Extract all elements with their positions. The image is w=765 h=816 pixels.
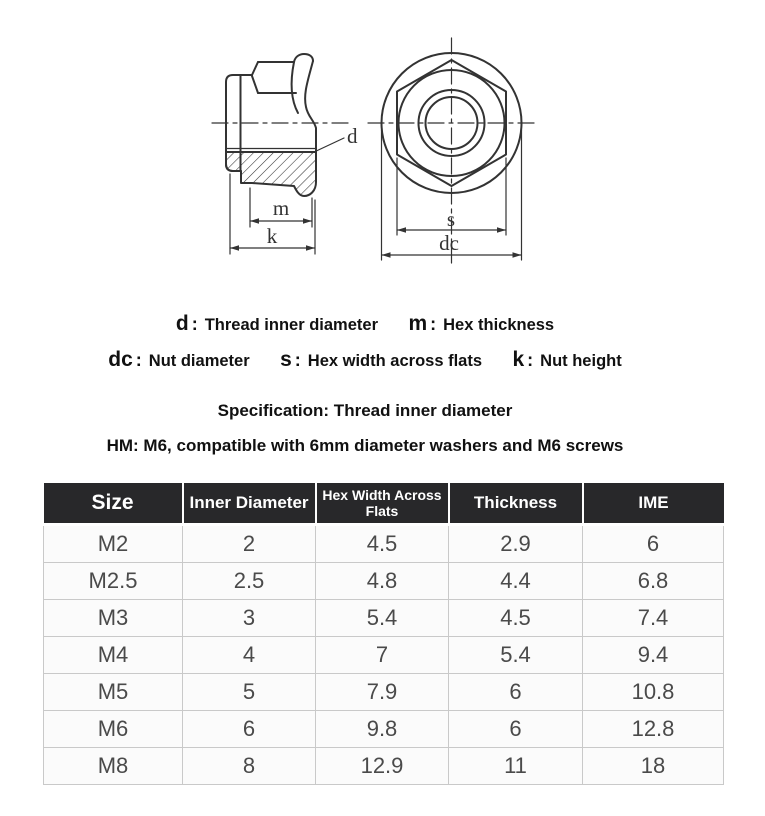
legend-symbol-m: m	[408, 312, 428, 335]
legend-symbol-d: d	[175, 312, 189, 335]
size-table-body	[44, 525, 724, 785]
cell-hex-width: 12.9	[316, 748, 449, 785]
table-row	[44, 637, 724, 674]
col-header-inner-diameter: Inner Diameter	[183, 483, 316, 525]
table-row	[44, 711, 724, 748]
legend-desc-k: Nut height	[540, 352, 622, 370]
cell-ime: 10.8	[583, 674, 724, 711]
cell-ime: 9.4	[583, 637, 724, 674]
table-row	[44, 525, 724, 563]
legend-item-k	[512, 348, 622, 371]
legend-separator: :	[527, 350, 534, 370]
technical-drawing	[0, 0, 765, 300]
dim-label-d: d	[347, 124, 358, 148]
table-row	[44, 563, 724, 600]
cell-hex-width: 9.8	[316, 711, 449, 748]
cell-thickness: 11	[449, 748, 583, 785]
legend-desc-s: Hex width across flats	[307, 352, 483, 370]
cell-inner-diameter: 6	[183, 711, 316, 748]
specification-line: Specification: Thread inner diameter	[217, 401, 513, 420]
col-header-hex-width: Hex Width Across Flats	[316, 483, 449, 525]
cell-size: M4	[44, 637, 183, 674]
cell-hex-width: 7.9	[316, 674, 449, 711]
dim-label-dc: dc	[439, 231, 459, 255]
cell-thickness: 4.4	[449, 563, 583, 600]
hex-face-corner	[252, 76, 258, 93]
legend-separator: :	[430, 314, 437, 334]
cell-hex-width: 4.8	[316, 563, 449, 600]
cell-inner-diameter: 2	[183, 525, 316, 563]
cell-inner-diameter: 8	[183, 748, 316, 785]
legend-item-m	[408, 312, 555, 335]
col-header-ime: IME	[583, 483, 724, 525]
legend-separator: :	[135, 350, 142, 370]
col-header-size: Size	[44, 483, 183, 525]
cell-size: M8	[44, 748, 183, 785]
legend-item-d	[175, 312, 378, 335]
dim-label-m: m	[272, 196, 290, 220]
cell-inner-diameter: 3	[183, 600, 316, 637]
size-table-container	[43, 483, 723, 785]
side-view	[212, 54, 348, 254]
cell-size: M2.5	[44, 563, 183, 600]
legend-separator: :	[294, 350, 301, 370]
cell-size: M5	[44, 674, 183, 711]
arrow	[303, 218, 312, 224]
legend-line-1	[0, 313, 730, 335]
cell-ime: 7.4	[583, 600, 724, 637]
cell-size: M2	[44, 525, 183, 563]
cell-ime: 6	[583, 525, 724, 563]
cell-thickness: 5.4	[449, 637, 583, 674]
col-header-thickness: Thickness	[449, 483, 583, 525]
legend-desc-d: Thread inner diameter	[204, 316, 378, 334]
cell-ime: 18	[583, 748, 724, 785]
arrow	[250, 218, 259, 224]
cell-thickness: 2.9	[449, 525, 583, 563]
table-row	[44, 748, 724, 785]
cell-thickness: 4.5	[449, 600, 583, 637]
legend-item-dc	[108, 348, 250, 371]
cell-inner-diameter: 4	[183, 637, 316, 674]
dimension-legend	[0, 313, 730, 385]
dim-label-s: s	[446, 207, 456, 231]
size-table	[43, 483, 724, 785]
arrow	[497, 227, 506, 233]
cell-hex-width: 4.5	[316, 525, 449, 563]
legend-desc-m: Hex thickness	[443, 316, 555, 334]
arrow	[513, 252, 522, 258]
legend-symbol-dc: dc	[108, 348, 133, 371]
legend-line-2	[0, 349, 730, 371]
cell-ime: 6.8	[583, 563, 724, 600]
table-row	[44, 600, 724, 637]
flange-outer-edge	[305, 61, 316, 152]
arrow	[382, 252, 391, 258]
arrow	[397, 227, 406, 233]
arrow	[230, 245, 239, 251]
cell-size: M3	[44, 600, 183, 637]
table-row	[44, 674, 724, 711]
hex-chamfer-edge	[252, 62, 258, 75]
header-row	[44, 483, 724, 525]
legend-symbol-s: s	[280, 348, 292, 371]
cell-inner-diameter: 5	[183, 674, 316, 711]
size-table-header	[44, 483, 724, 525]
cell-hex-width: 5.4	[316, 600, 449, 637]
arrow	[306, 245, 315, 251]
legend-separator: :	[191, 314, 198, 334]
compatibility-line: HM: M6, compatible with 6mm diameter washers and M6 screws	[106, 436, 624, 455]
cell-inner-diameter: 2.5	[183, 563, 316, 600]
legend-symbol-k: k	[512, 348, 525, 371]
flange-fillet-curve	[292, 62, 298, 113]
flange-top	[294, 54, 313, 62]
cell-size: M6	[44, 711, 183, 748]
specification-notes	[0, 401, 730, 471]
dim-label-k: k	[266, 224, 278, 248]
cell-ime: 12.8	[583, 711, 724, 748]
legend-item-s	[280, 348, 483, 371]
cell-thickness: 6	[449, 674, 583, 711]
section-hatch	[226, 152, 316, 196]
cell-hex-width: 7	[316, 637, 449, 674]
legend-desc-dc: Nut diameter	[148, 352, 250, 370]
cell-thickness: 6	[449, 711, 583, 748]
